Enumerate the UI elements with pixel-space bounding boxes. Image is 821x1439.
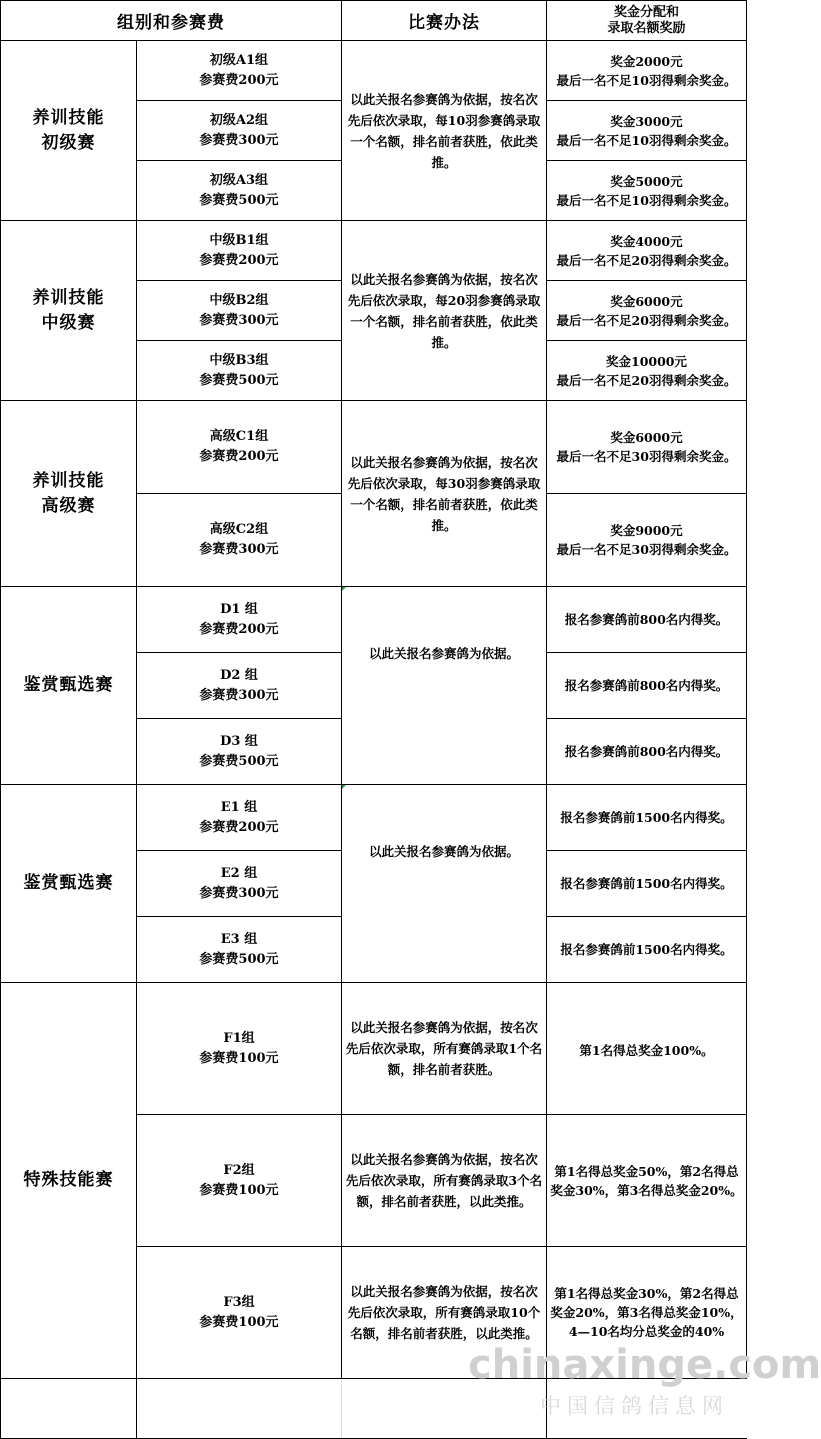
group-name: 中级B1组 — [209, 232, 269, 248]
prize-cell: 报名参赛鸽前1500名内得奖。 — [547, 785, 747, 851]
header-row — [1, 1, 747, 41]
section-title: 特殊技能赛 — [1, 983, 137, 1379]
group-cell — [137, 917, 342, 983]
header-group-fee: 组别和参赛费 — [1, 1, 342, 41]
group-fee: 参赛费500元 — [199, 951, 279, 967]
prize-cell: 报名参赛鸽前800名内得奖。 — [547, 653, 747, 719]
group-name: D1 组 — [220, 601, 258, 617]
group-name: 中级B2组 — [209, 292, 269, 308]
group-name: D2 组 — [220, 667, 258, 683]
group-fee: 参赛费200元 — [199, 621, 279, 637]
header-rule: 比赛办法 — [342, 1, 547, 41]
group-cell — [137, 587, 342, 653]
rule-cell: 以此关报名参赛鸽为依据，按名次先后依次录取，每10羽参赛鸽录取一个名额，排名前者获胜，依此类推。 — [342, 41, 547, 221]
section-title: 养训技能 初级赛 — [1, 41, 137, 221]
section-title: 养训技能 中级赛 — [1, 221, 137, 401]
rule-cell: 以此关报名参赛鸽为依据。 — [342, 587, 547, 785]
table-row — [1, 221, 747, 281]
group-cell — [137, 341, 342, 401]
empty-cell — [137, 1379, 342, 1439]
table-row — [1, 983, 747, 1115]
group-cell — [137, 221, 342, 281]
rule-cell: 以此关报名参赛鸽为依据，按名次先后依次录取，所有赛鸽录取3个名额，排名前者获胜，以此类推。 — [342, 1115, 547, 1247]
group-fee: 参赛费100元 — [199, 1050, 279, 1066]
prize-cell: 奖金6000元 最后一名不足20羽得剩余奖金。 — [547, 281, 747, 341]
header-prize-line2: 录取名额奖励 — [607, 20, 686, 36]
group-name: 初级A3组 — [209, 172, 269, 188]
group-cell — [137, 983, 342, 1115]
table-row — [1, 587, 747, 653]
prize-cell: 报名参赛鸽前800名内得奖。 — [547, 587, 747, 653]
prize-cell: 奖金6000元 最后一名不足30羽得剩余奖金。 — [547, 401, 747, 494]
header-prize — [547, 1, 747, 41]
rule-cell: 以此关报名参赛鸽为依据，按名次先后依次录取，每30羽参赛鸽录取一个名额，排名前者获胜，依此类推。 — [342, 401, 547, 587]
prize-cell: 奖金5000元 最后一名不足10羽得剩余奖金。 — [547, 161, 747, 221]
prize-cell: 奖金4000元 最后一名不足20羽得剩余奖金。 — [547, 221, 747, 281]
rule-cell: 以此关报名参赛鸽为依据。 — [342, 785, 547, 983]
group-name: F1组 — [223, 1030, 255, 1046]
group-fee: 参赛费100元 — [199, 1314, 279, 1330]
group-name: F3组 — [223, 1294, 255, 1310]
group-name: 初级A2组 — [209, 112, 269, 128]
section-title: 养训技能 高级赛 — [1, 401, 137, 587]
prize-cell: 报名参赛鸽前1500名内得奖。 — [547, 851, 747, 917]
group-name: 初级A1组 — [209, 52, 269, 68]
section-title: 鉴赏甄选赛 — [1, 785, 137, 983]
cell-corner-marker — [342, 785, 346, 789]
group-name: F2组 — [223, 1162, 255, 1178]
group-fee: 参赛费300元 — [199, 687, 279, 703]
prize-cell: 报名参赛鸽前800名内得奖。 — [547, 719, 747, 785]
table-row — [1, 401, 747, 494]
group-cell — [137, 401, 342, 494]
prize-cell: 奖金3000元 最后一名不足10羽得剩余奖金。 — [547, 101, 747, 161]
group-fee: 参赛费300元 — [199, 312, 279, 328]
group-cell — [137, 494, 342, 587]
group-fee: 参赛费100元 — [199, 1182, 279, 1198]
prize-cell: 第1名得总奖金30%，第2名得总奖金20%，第3名得总奖金10%，4—10名均分总奖金的40% — [547, 1247, 747, 1379]
group-cell — [137, 281, 342, 341]
group-name: E2 组 — [220, 865, 258, 881]
group-cell — [137, 719, 342, 785]
header-prize-line1: 奖金分配和 — [613, 4, 679, 20]
group-cell — [137, 161, 342, 221]
table-row — [1, 785, 747, 851]
rule-cell: 以此关报名参赛鸽为依据，按名次先后依次录取，每20羽参赛鸽录取一个名额，排名前者获胜，依此类推。 — [342, 221, 547, 401]
watermark-latin: chinaxinge.com — [468, 1342, 821, 1388]
group-cell — [137, 785, 342, 851]
table-row — [1, 41, 747, 101]
group-fee: 参赛费200元 — [199, 449, 279, 464]
group-name: E1 组 — [220, 799, 258, 815]
prize-cell: 第1名得总奖金100%。 — [547, 983, 747, 1115]
group-fee: 参赛费300元 — [199, 132, 279, 148]
prize-cell: 报名参赛鸽前1500名内得奖。 — [547, 917, 747, 983]
rule-cell: 以此关报名参赛鸽为依据，按名次先后依次录取，所有赛鸽录取1个名额，排名前者获胜。 — [342, 983, 547, 1115]
group-name: 高级C1组 — [209, 429, 269, 444]
group-fee: 参赛费500元 — [199, 192, 279, 208]
prize-cell: 奖金10000元 最后一名不足20羽得剩余奖金。 — [547, 341, 747, 401]
prize-cell: 第1名得总奖金50%，第2名得总奖金30%，第3名得总奖金20%。 — [547, 1115, 747, 1247]
group-fee: 参赛费300元 — [199, 885, 279, 901]
group-fee: 参赛费200元 — [199, 252, 279, 268]
group-fee: 参赛费500元 — [199, 753, 279, 769]
prize-cell: 奖金2000元 最后一名不足10羽得剩余奖金。 — [547, 41, 747, 101]
group-fee: 参赛费200元 — [199, 72, 279, 88]
group-name: D3 组 — [220, 733, 258, 749]
group-name: 中级B3组 — [209, 352, 269, 368]
section-title: 鉴赏甄选赛 — [1, 587, 137, 785]
group-cell — [137, 851, 342, 917]
group-name: 高级C2组 — [209, 522, 269, 537]
group-cell — [137, 101, 342, 161]
empty-cell — [1, 1379, 137, 1439]
rule-cell: 以此关报名参赛鸽为依据，按名次先后依次录取，所有赛鸽录取10个名额，排名前者获胜，以此类推。 — [342, 1247, 547, 1379]
group-cell — [137, 1115, 342, 1247]
group-fee: 参赛费500元 — [199, 372, 279, 388]
prize-cell: 奖金9000元 最后一名不足30羽得剩余奖金。 — [547, 494, 747, 587]
watermark-chinese: 中国信鸽信息网 — [540, 1394, 729, 1418]
group-fee: 参赛费200元 — [199, 819, 279, 835]
group-cell — [137, 653, 342, 719]
cell-corner-marker — [342, 587, 346, 591]
group-name: E3 组 — [220, 931, 258, 947]
group-fee: 参赛费300元 — [199, 542, 279, 557]
group-cell — [137, 1247, 342, 1379]
group-cell — [137, 41, 342, 101]
